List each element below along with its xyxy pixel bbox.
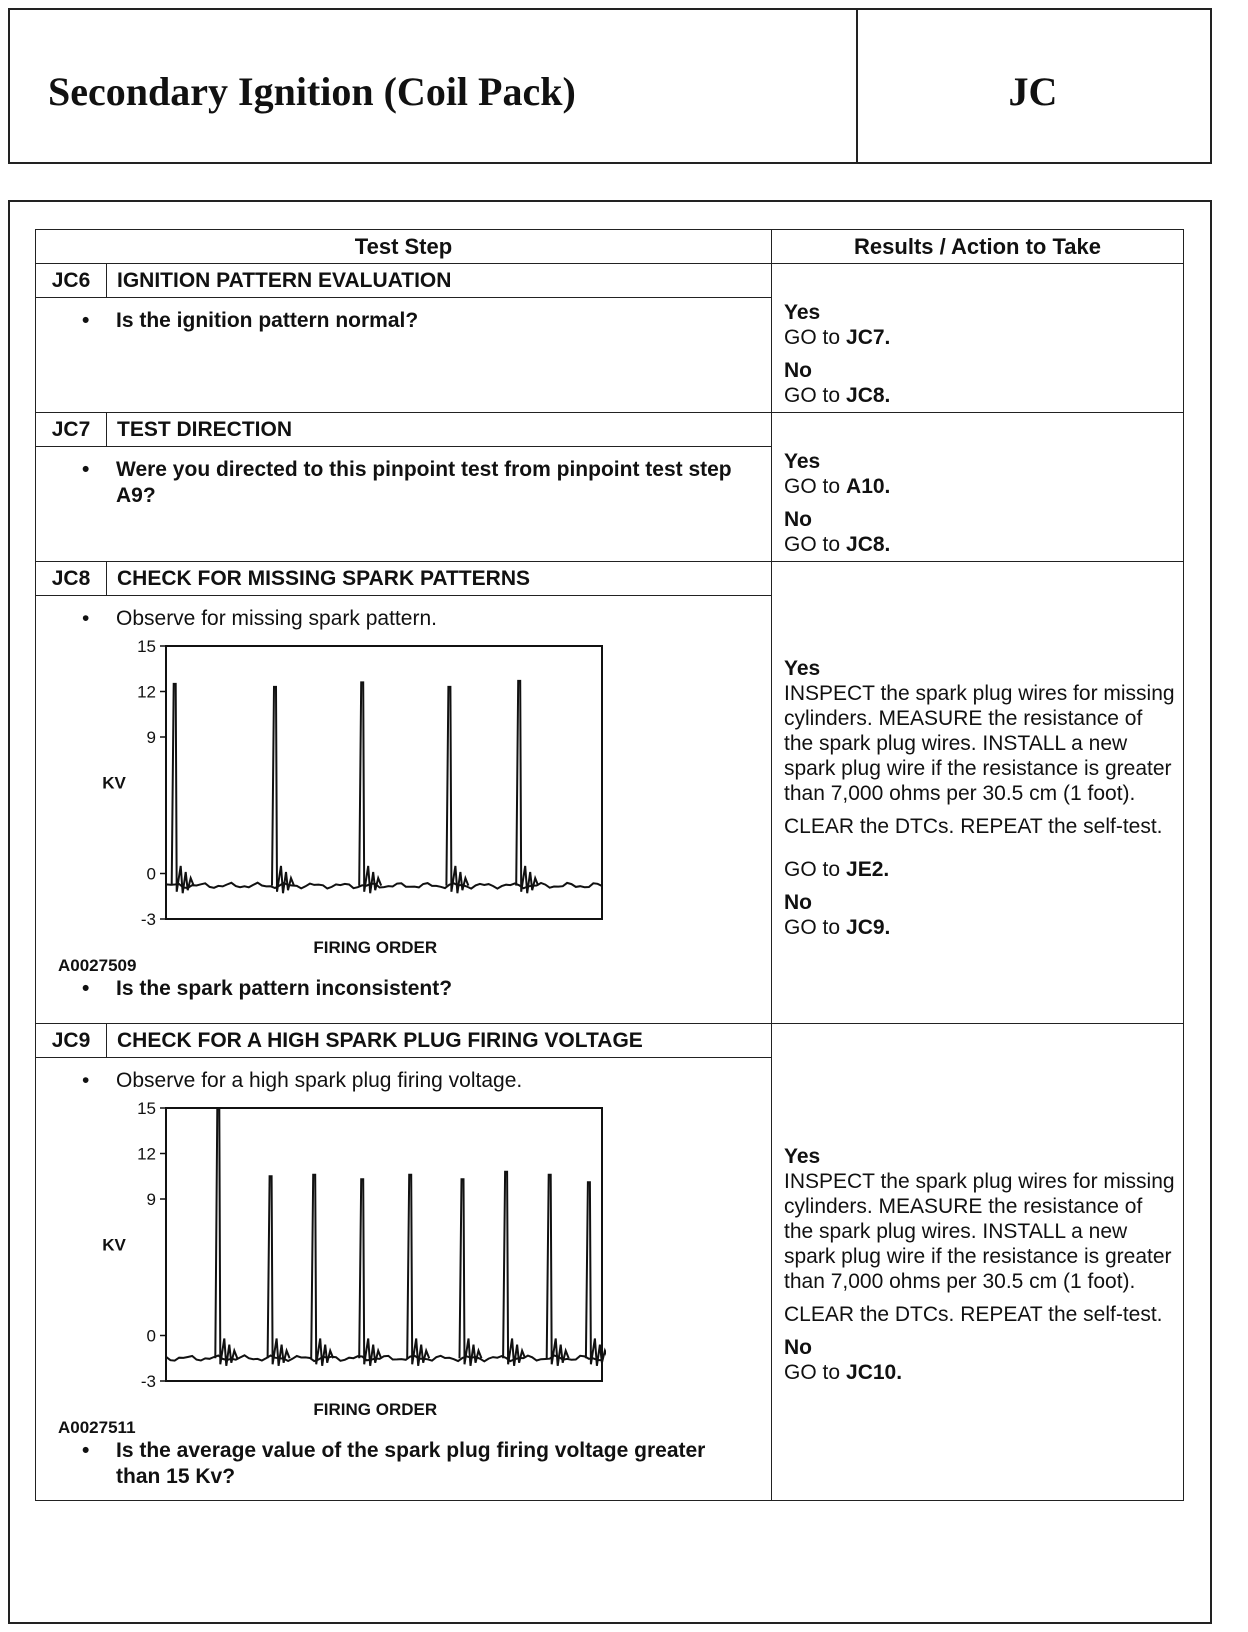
spark-spike (359, 1179, 381, 1366)
step-id: JC8 (36, 562, 107, 596)
spark-spike (516, 681, 538, 893)
goto-code: JE2. (846, 858, 890, 881)
step-question: • Is the spark pattern inconsistent? (116, 976, 741, 1002)
spark-spike (407, 1175, 429, 1366)
yes-action-text: INSPECT the spark plug wires for missing cylinders. MEASURE the resistance of the spark plug wires. INSTALL a new spark plug wire if the resistance is greater than 7,000 ohms per 30.5 cm (1 foot). (784, 682, 1175, 805)
goto-code: JC10. (846, 1361, 903, 1384)
yes-action: GO to JC7. (784, 326, 891, 349)
y-tick-label: 0 (146, 1326, 156, 1346)
no-label: No (784, 1336, 812, 1359)
yes-action-text: INSPECT the spark plug wires for missing cylinders. MEASURE the resistance of the spark plug wires. INSTALL a new spark plug wire if the resistance is greater than 7,000 ohms per 30.5 cm (1 foot). (784, 1170, 1175, 1293)
step-title: TEST DIRECTION (107, 413, 772, 447)
no-label: No (784, 891, 812, 914)
spark-spike (311, 1175, 333, 1366)
step-row-jc6-title (36, 264, 1184, 298)
y-tick-label: -3 (140, 1372, 156, 1391)
plot-frame (166, 646, 602, 919)
spark-spike (272, 687, 294, 893)
page-title: Secondary Ignition (Coil Pack) (48, 69, 576, 114)
step-title: IGNITION PATTERN EVALUATION (107, 264, 772, 298)
step-row-jc8-title (36, 562, 1184, 596)
no-action: GO to JC10. (784, 1361, 903, 1384)
x-axis-label: FIRING ORDER (313, 938, 438, 957)
y-tick-label: -3 (140, 910, 156, 929)
spark-spike (359, 682, 381, 893)
plot-frame (166, 1108, 602, 1381)
goto-code: A10. (846, 475, 891, 498)
yes-action-text-2: CLEAR the DTCs. REPEAT the self-test. (784, 815, 1163, 838)
goto-code: JC8. (846, 384, 891, 407)
y-tick-label: 12 (137, 1144, 156, 1164)
step-title: CHECK FOR MISSING SPARK PATTERNS (107, 562, 772, 596)
step-body (36, 298, 772, 413)
yes-action: GO to JE2. (784, 858, 890, 881)
col-header-results: Results / Action to Take (772, 230, 1184, 264)
y-tick-label: 9 (146, 1190, 156, 1209)
goto-code: JC9. (846, 916, 891, 939)
step-id: JC6 (36, 264, 107, 298)
spark-spike (215, 1108, 237, 1366)
no-label: No (784, 359, 812, 382)
no-label: No (784, 508, 812, 531)
yes-action: GO to A10. (784, 475, 891, 498)
yes-label: Yes (784, 1145, 821, 1168)
step-question: • Were you directed to this pinpoint test from pinpoint test step A9? (116, 457, 741, 509)
table-header-row (36, 230, 1184, 264)
step-body (36, 447, 772, 562)
spark-pattern-chart-high-voltage (46, 1098, 606, 1438)
result-cell (772, 264, 1184, 413)
spark-spike (268, 1176, 290, 1366)
yes-label: Yes (784, 301, 821, 324)
spark-spike (460, 1179, 482, 1366)
y-axis-label: KV (102, 1235, 126, 1255)
step-row-jc9-title (36, 1024, 1184, 1058)
step-question: • Is the average value of the spark plug firing voltage greater than 15 Kv? (116, 1438, 741, 1490)
yes-action-text-2: CLEAR the DTCs. REPEAT the self-test. (784, 1303, 1163, 1326)
y-axis-label: KV (102, 773, 126, 793)
figure-caption: A0027509 (58, 956, 137, 975)
step-body (36, 1058, 772, 1501)
step-instruction: • Observe for a high spark plug firing voltage. (116, 1068, 741, 1094)
no-action: GO to JC9. (784, 916, 891, 939)
no-action: GO to JC8. (784, 533, 891, 556)
y-tick-label: 15 (137, 1099, 156, 1118)
step-row-jc7-title (36, 413, 1184, 447)
yes-label: Yes (784, 450, 821, 473)
step-instruction: • Observe for missing spark pattern. (116, 606, 741, 632)
goto-code: JC8. (846, 533, 891, 556)
y-tick-label: 12 (137, 682, 156, 702)
x-axis-label: FIRING ORDER (313, 1400, 438, 1419)
spark-spike (172, 684, 194, 893)
spark-spike (503, 1172, 525, 1366)
y-tick-label: 0 (146, 864, 156, 884)
step-title: CHECK FOR A HIGH SPARK PLUG FIRING VOLTAGE (107, 1024, 772, 1058)
col-header-test-step: Test Step (36, 230, 772, 264)
y-tick-label: 15 (137, 637, 156, 656)
step-id: JC7 (36, 413, 107, 447)
result-cell (772, 562, 1184, 1024)
test-step-table (35, 229, 1184, 1501)
section-code: JC (1008, 69, 1058, 114)
step-question: • Is the ignition pattern normal? (116, 308, 741, 334)
spark-spike (446, 687, 468, 893)
result-cell (772, 1024, 1184, 1501)
page-header (8, 8, 1212, 164)
figure-caption: A0027511 (58, 1418, 136, 1437)
no-action: GO to JC8. (784, 384, 891, 407)
step-body (36, 596, 772, 1024)
step-id: JC9 (36, 1024, 107, 1058)
spark-pattern-chart-missing (46, 636, 606, 976)
spark-spike (547, 1175, 569, 1366)
goto-code: JC7. (846, 326, 891, 349)
result-cell (772, 413, 1184, 562)
y-tick-label: 9 (146, 728, 156, 747)
result-block (784, 264, 1177, 410)
yes-label: Yes (784, 657, 821, 680)
